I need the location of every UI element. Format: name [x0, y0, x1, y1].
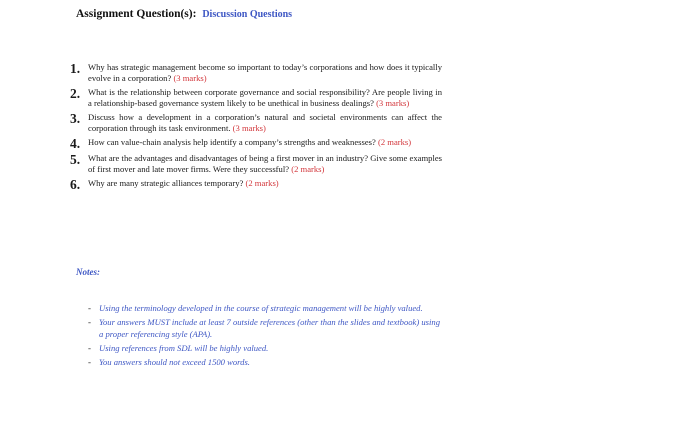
note-item: [88, 316, 440, 340]
note-text: Your answers MUST include at least 7 outside references (other than the slides and textbook) using a proper referencing style (APA).: [99, 317, 440, 339]
question-text: Why has strategic management become so important to today’s corporations and how does it typically evolve in a corporation? (3 marks): [88, 62, 442, 83]
assignment-topic: Discussion Questions: [202, 9, 293, 20]
question-text: Discuss how a development in a corporation’s natural and societal environments can affect the corporation through its task environment. (3 marks): [88, 112, 442, 133]
note-item: [88, 342, 440, 354]
question-number: 4.: [70, 136, 81, 151]
question-marks: (2 marks): [377, 137, 412, 147]
note-text: Using the terminology developed in the course of strategic management will be highly valued.: [99, 303, 423, 313]
question-number: 6.: [70, 177, 81, 192]
assignment-label: Assignment Question(s):: [76, 8, 197, 20]
notes-list: [88, 302, 440, 370]
question-item: [70, 137, 442, 150]
note-bullet: -: [88, 317, 91, 327]
question-text: How can value-chain analysis help identify a company’s strengths and weaknesses? (2 marks): [88, 137, 412, 147]
question-number: 3.: [70, 111, 81, 126]
note-item: [88, 356, 440, 368]
assignment-header: [76, 8, 292, 20]
question-marks: (3 marks): [376, 98, 410, 108]
question-item: [70, 112, 442, 134]
question-number: 2.: [70, 86, 81, 101]
note-item: [88, 302, 440, 314]
question-item: [70, 87, 442, 109]
question-item: [70, 153, 442, 175]
question-list: [70, 62, 442, 194]
note-bullet: -: [88, 343, 91, 353]
question-item: [70, 62, 442, 84]
question-marks: (2 marks): [291, 164, 325, 174]
question-text: Why are many strategic alliances temporary? (2 marks): [88, 178, 279, 188]
note-text: You answers should not exceed 1500 words.: [99, 357, 250, 367]
question-number: 1.: [70, 61, 81, 76]
note-bullet: -: [88, 357, 91, 367]
note-bullet: -: [88, 303, 91, 313]
notes-title: Notes:: [76, 267, 100, 277]
question-text: What is the relationship between corporate governance and social responsibility? Are people living in a relationship-based governance system likely to be unethical in business dealings? (3 marks): [88, 87, 442, 108]
question-item: [70, 178, 442, 191]
note-text: Using references from SDL will be highly valued.: [99, 343, 269, 353]
question-marks: (2 marks): [245, 178, 279, 188]
question-number: 5.: [70, 152, 81, 167]
question-text: What are the advantages and disadvantages of being a first mover in an industry? Give some examples of first mover and late mover firms. Were they successful? (2 marks): [88, 153, 442, 174]
question-marks: (3 marks): [173, 73, 207, 83]
question-marks: (3 marks): [232, 123, 266, 133]
